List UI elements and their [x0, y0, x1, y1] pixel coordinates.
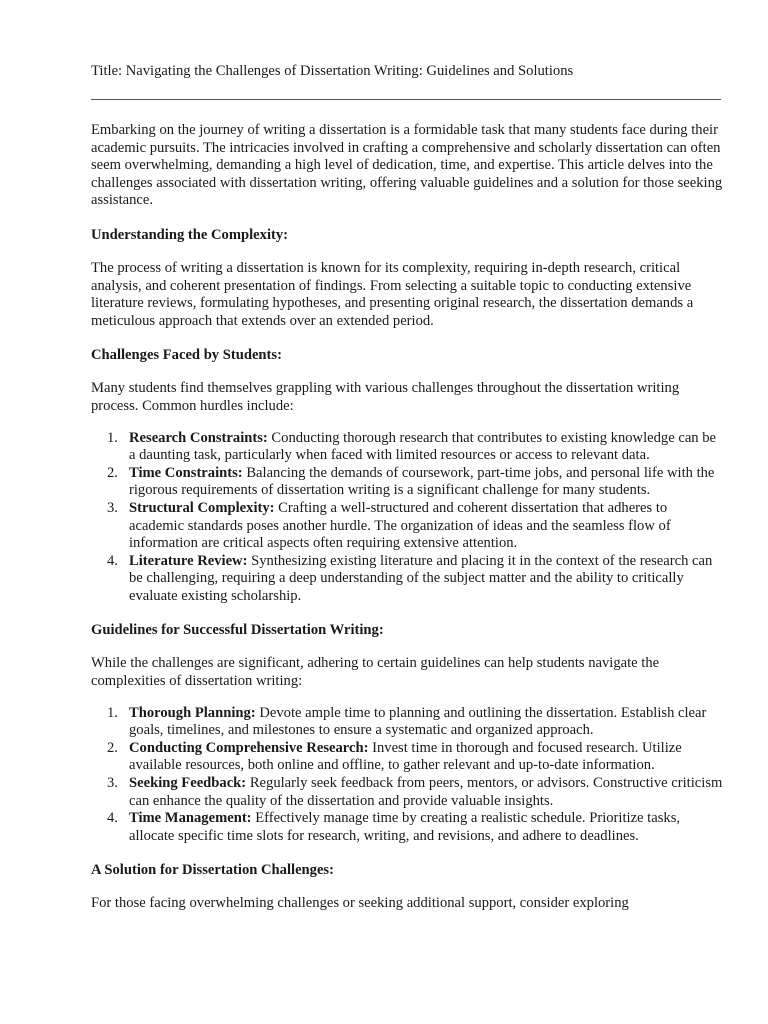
guidelines-list [91, 705, 723, 846]
heading-solution: A Solution for Dissertation Challenges: [91, 862, 334, 879]
list-term: Research Constraints: [129, 429, 268, 446]
list-text: Effectively manage time by creating a realistic schedule. Prioritize tasks, allocate specific time slots for research, writing, and revisions, and adhere to deadlines. [129, 810, 681, 844]
list-text: Devote ample time to planning and outlining the dissertation. Establish clear goals, timelines, and milestones to ensure a systematic and organized approach. [129, 704, 707, 739]
list-text: Balancing the demands of coursework, part-time jobs, and personal life with the rigorous requirements of dissertation writing is a significant challenge for many students. [129, 464, 715, 499]
list-item [91, 775, 723, 810]
list-term: Seeking Feedback: [129, 775, 247, 792]
intro-paragraph: Embarking on the journey of writing a dissertation is a formidable task that many students face during their academic pursuits. The intricacies involved in crafting a comprehensive and scholarly dissertation can often seem overwhelming, demanding a high level of dedication, time, and expertise. This article delves into the challenges associated with dissertation writing, offering valuable guidelines and a solution for those seeking assistance. [91, 122, 723, 209]
list-text: Conducting thorough research that contributes to existing knowledge can be a daunting task, particularly when faced with limited resources or access to relevant data. [129, 429, 717, 464]
list-term: Conducting Comprehensive Research: [129, 739, 369, 756]
list-number: 1. [107, 704, 118, 721]
list-item [91, 810, 723, 845]
list-number: 2. [107, 464, 118, 481]
list-term: Structural Complexity: [129, 499, 275, 516]
list-item [91, 430, 723, 465]
list-number: 1. [107, 429, 118, 446]
list-item [91, 705, 723, 740]
list-number: 4. [107, 552, 118, 569]
document-title: Title: Navigating the Challenges of Dissertation Writing: Guidelines and Solutions [91, 63, 574, 79]
heading-understanding: Understanding the Complexity: [91, 226, 289, 243]
list-item [91, 500, 723, 553]
list-term: Time Constraints: [129, 464, 243, 481]
list-item [91, 465, 723, 500]
paragraph-guidelines: While the challenges are significant, adhering to certain guidelines can help students navigate the complexities of dissertation writing: [91, 655, 660, 690]
heading-challenges: Challenges Faced by Students: [91, 347, 282, 364]
list-number: 2. [107, 739, 118, 756]
list-text: Regularly seek feedback from peers, mentors, or advisors. Constructive criticism can enhance the quality of the dissertation and provide valuable insights. [129, 775, 723, 809]
list-text: Invest time in thorough and focused research. Utilize available resources, both online and offline, to gather relevant and up-to-date information. [129, 739, 682, 774]
document-page [91, 62, 723, 913]
list-text: Synthesizing existing literature and placing it in the context of the research can be challenging, requiring a deep understanding of the subject matter and the ability to critically evaluate existing scholarship. [129, 552, 713, 604]
list-number: 3. [107, 499, 118, 516]
challenges-list [91, 430, 723, 606]
paragraph-understanding: The process of writing a dissertation is known for its complexity, requiring in-depth research, critical analysis, and coherent presentation of findings. From selecting a suitable topic to conducting extensive literature reviews, formulating hypotheses, and presenting original research, the dissertation demands a meticulous approach that extends over an extended period. [91, 259, 694, 329]
list-number: 4. [107, 810, 118, 827]
heading-guidelines: Guidelines for Successful Dissertation Writing: [91, 622, 384, 639]
list-term: Time Management: [129, 810, 252, 827]
paragraph-challenges: Many students find themselves grappling with various challenges throughout the dissertation writing process. Common hurdles include: [91, 380, 680, 414]
list-text: Crafting a well-structured and coherent dissertation that adheres to academic standards poses another hurdle. The organization of ideas and the seamless flow of information are critical aspects often requiring extensive attention. [129, 499, 671, 552]
list-term: Literature Review: [129, 552, 248, 569]
title-divider [91, 99, 721, 100]
paragraph-solution: For those facing overwhelming challenges or seeking additional support, consider exploring [91, 895, 629, 912]
list-term: Thorough Planning: [129, 704, 256, 721]
list-item [91, 740, 723, 775]
list-item [91, 553, 723, 606]
list-number: 3. [107, 775, 118, 792]
